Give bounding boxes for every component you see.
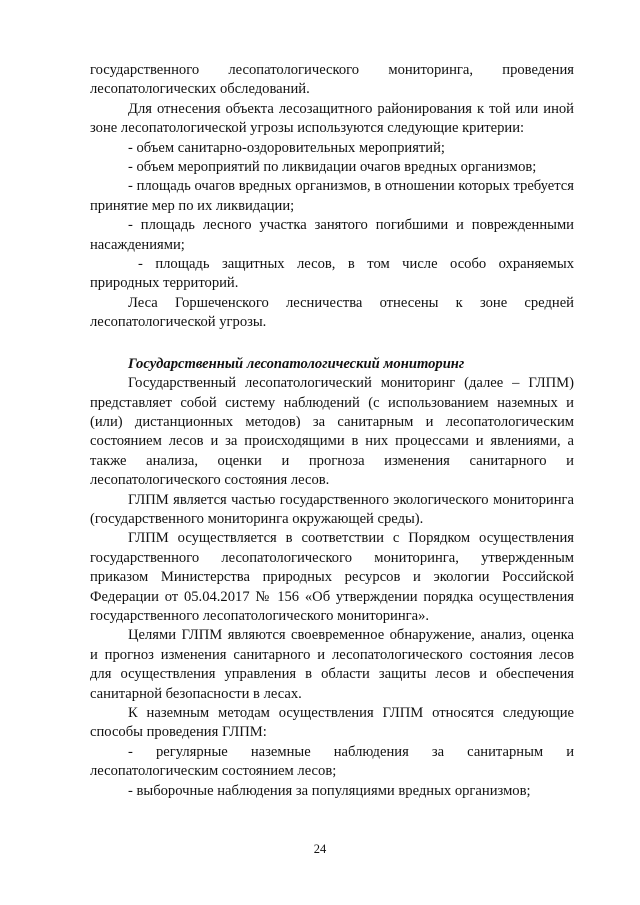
paragraph-continuation: государственного лесопатологического мониторинга, проведения лесопатологических обследований. [90,62,574,98]
page-number: 24 [313,842,327,856]
paragraph-glpm-definition: Государственный лесопатологический мониторинг (далее – ГЛПМ) представляет собой систему наблюдений (с использованием наземных и (или) дистанционных методов) за санитарным и лесопатологическим состоянием лесов и за происходящими в них процессами и явлениями, а также анализа, оценки и прогноза изменения санитарного и лесопатологического состояния лесов. [90,375,574,489]
paragraph-glpm-order: ГЛПМ осуществляется в соответствии с Порядком осуществления государственного лесопатологического мониторинга, утвержденным приказом Министерства природных ресурсов и экологии Российской Федерации от 05.04.2017 № 156 «Об утверждении порядка осуществления государственного лесопатологического мониторинга». [90,530,574,624]
paragraph-glpm-methods: К наземным методам осуществления ГЛПМ относятся следующие способы проведения ГЛПМ: [90,705,574,741]
list-item-criterion-1: - объем санитарно-оздоровительных мероприятий; [128,139,445,156]
paragraph-glpm-part: ГЛПМ является частью государственного экологического мониторинга (государственного мониторинга окружающей среды). [90,491,574,527]
list-item-criterion-5: - площадь защитных лесов, в том числе особо охраняемых природных территорий. [90,256,574,292]
paragraph-forest-zone: Леса Горшеченского лесничества отнесены к зоне средней лесопатологической угрозы. [90,294,574,331]
list-item-criterion-2: - объем мероприятий по ликвидации очагов вредных организмов; [128,159,537,176]
paragraph-glpm-goals: Целями ГЛПМ являются своевременное обнаружение, анализ, оценка и прогноз изменения санитарного и лесопатологического состояния лесов для осуществления управления в области защиты лесов и обеспечения санитарной безопасности в лесах. [90,627,574,702]
document-body [90,61,574,801]
list-item-method-1: - регулярные наземные наблюдения за санитарным и лесопатологическим состоянием лесов; [90,743,574,780]
section-heading: Государственный лесопатологический мониторинг [128,355,465,372]
list-item-criterion-4: - площадь лесного участка занятого погибшими и поврежденными насаждениями; [90,217,574,253]
paragraph-criteria-intro: Для отнесения объекта лесозащитного районирования к той или иной зоне лесопатологической угрозы используются следующие критерии: [90,100,574,137]
list-item-method-2: - выборочные наблюдения за популяциями вредных организмов; [128,782,531,799]
list-item-criterion-3: - площадь очагов вредных организмов, в отношении которых требуется принятие мер по их ликвидации; [90,178,574,214]
